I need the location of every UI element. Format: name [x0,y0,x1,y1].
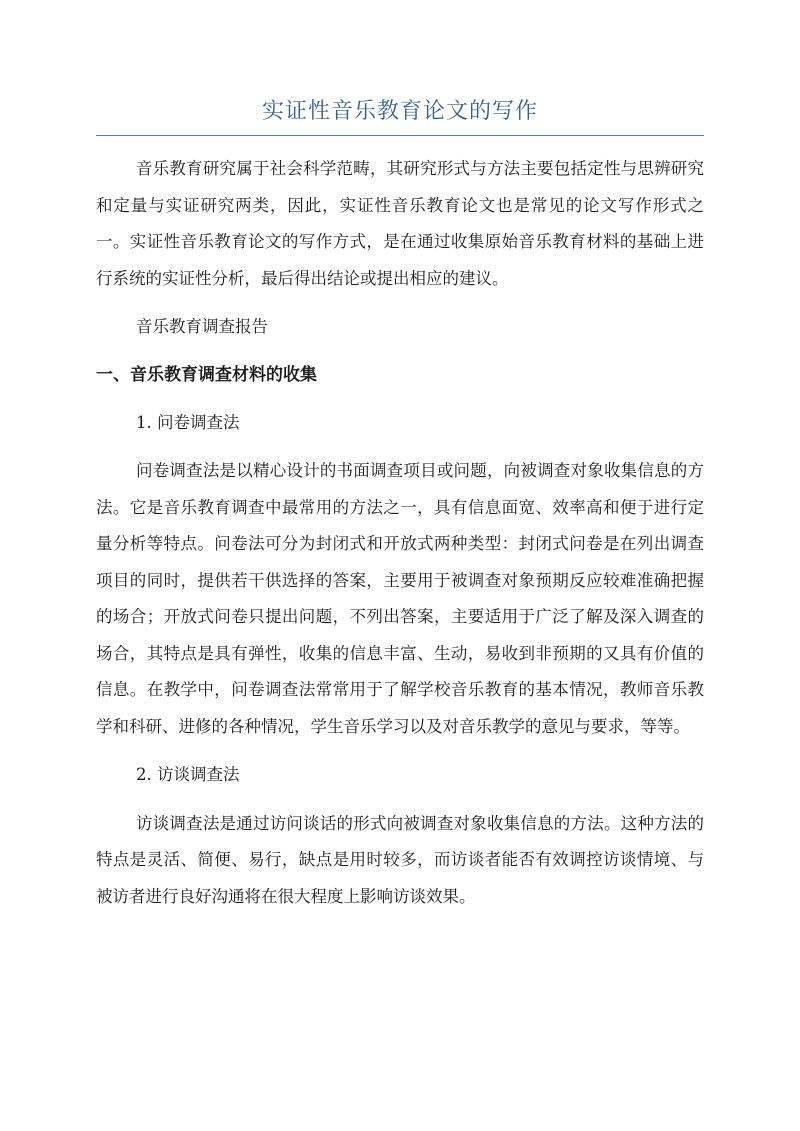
item-1-label: 1. 问卷调查法 [136,412,240,432]
section-heading: 一、音乐教育调查材料的收集 [96,364,317,385]
title-underline [96,135,704,136]
item-2-label: 2. 访谈调查法 [136,765,240,784]
intro-paragraph: 音乐教育研究属于社会科学范畴，其研究形式与方法主要包括定性与思辨研究和定量与实证研究两类，因此，实证性音乐教育论文也是常见的论文写作形式之一。实证性音乐教育论文的写作方式，是在通过收集原始音乐教育材料的基础上进行系统的实证性分析，最后得出结论或提出相应的建议。 [96,159,704,288]
document-page [96,0,704,915]
report-subtitle: 音乐教育调查报告 [136,317,268,336]
item-2-paragraph: 访谈调查法是通过访问谈话的形式向被调查对象收集信息的方法。这种方法的特点是灵活、简便、易行，缺点是用时较多，而访谈者能否有效调控访谈情境、与被访者进行良好沟通将在很大程度上影响访谈效果。 [96,813,704,906]
item-1-paragraph: 问卷调查法是以精心设计的书面调查项目或问题，向被调查对象收集信息的方法。它是音乐教育调查中最常用的方法之一，具有信息面宽、效率高和便于进行定量分析等特点。问卷法可分为封闭式和开放式两种类型：封闭式问卷是在列出调查项目的同时，提供若干供选择的答案，主要用于被调查对象预期反应较难准确把握的场合；开放式问卷只提出问题，不列出答案，主要适用于广泛了解及深入调查的场合，其特点是具有弹性，收集的信息丰富、生动，易收到非预期的又具有价值的信息。在教学中，问卷调查法常常用于了解学校音乐教育的基本情况，教师音乐教学和科研、进修的各种情况，学生音乐学习以及对音乐教学的意见与要求，等等。 [96,461,704,736]
document-title: 实证性音乐教育论文的写作 [261,99,538,124]
